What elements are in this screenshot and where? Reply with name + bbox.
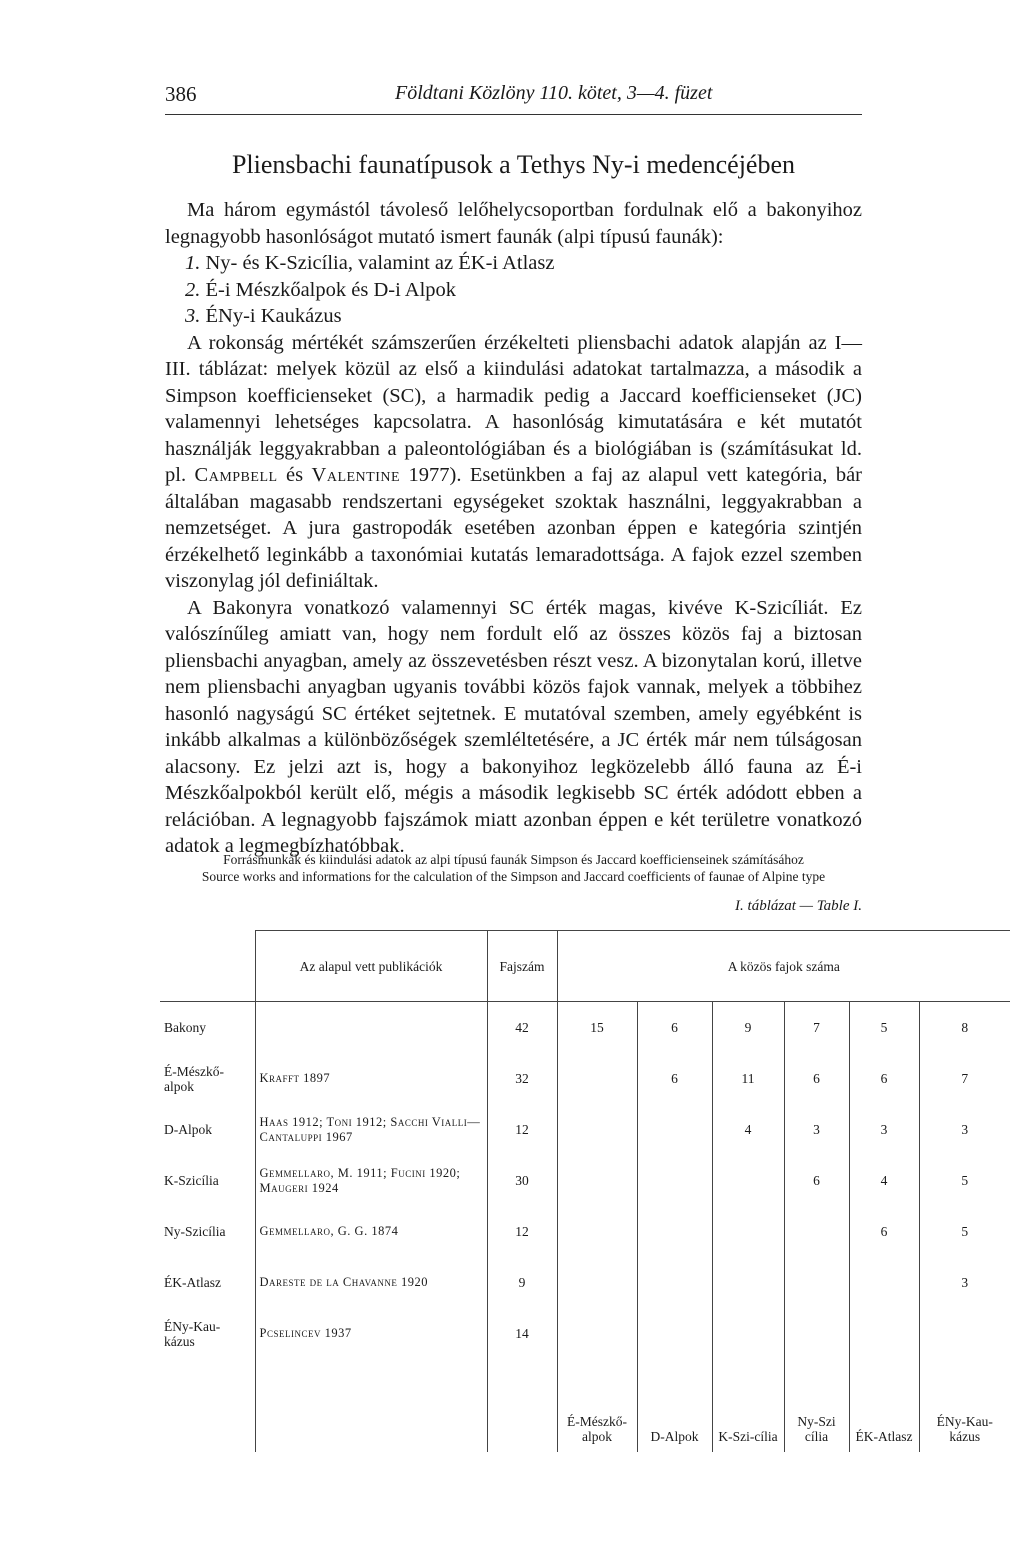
region-cell: D-Alpok bbox=[164, 1122, 212, 1137]
column-label: D-Alpok bbox=[637, 1359, 712, 1452]
count-cell: 12 bbox=[487, 1206, 557, 1257]
header-publications: Az alapul vett publikációk bbox=[255, 931, 487, 1002]
common-cell: 11 bbox=[712, 1053, 784, 1104]
page-number: 386 bbox=[165, 82, 197, 106]
common-cell: 7 bbox=[784, 1002, 849, 1054]
caption-english: Source works and informations for the calculation of the Simpson and Jaccard coefficients of faunae of Alpine type bbox=[201, 869, 826, 884]
count-cell: 12 bbox=[487, 1104, 557, 1155]
common-cell: 4 bbox=[712, 1104, 784, 1155]
common-cell bbox=[849, 1257, 919, 1308]
common-cell: 6 bbox=[637, 1053, 712, 1104]
table-row bbox=[160, 1206, 1010, 1257]
common-cell: 5 bbox=[849, 1002, 919, 1054]
data-table bbox=[160, 930, 1010, 1452]
region-cell: Bakony bbox=[164, 1020, 206, 1035]
region-cell: Ny-Szicília bbox=[164, 1224, 226, 1239]
table-caption bbox=[165, 851, 862, 885]
publication-cell: Gemmellaro, G. G. 1874 bbox=[255, 1206, 487, 1257]
publication-cell: Pcselincev 1937 bbox=[255, 1308, 487, 1359]
common-cell bbox=[849, 1308, 919, 1359]
publication-cell: Krafft 1897 bbox=[255, 1053, 487, 1104]
list-item: 2. É-i Mészkőalpok és D-i Alpok bbox=[185, 278, 457, 301]
common-cell bbox=[637, 1308, 712, 1359]
common-cell bbox=[557, 1308, 637, 1359]
region-cell: K-Szicília bbox=[164, 1173, 219, 1188]
common-cell bbox=[637, 1257, 712, 1308]
paragraph-2: A rokonság mértékét számszerűen érzékelteti pliensbachi adatok alapján az I—III. táblázat: melyek közül az első a kiindulási adatokat tartalmazza, a második a Simpson koefficienseket (SC), a harmadik pedig a Jaccard koefficienseket (JC) valamennyi lehetséges kapcsolatra. A hasonlóság kimutatására e két mutatót használják leggyakrabban a paleontológiában és a biológiában is (számításukat ld. pl. Campbell és Valentine 1977). Esetünkben a faj az alapul vett kategória, bár általában magasabb rendszertani egységeket szoktak használni, leggyakrabban a nemzetséget. A jura gastropodák esetében azonban éppen e kategória szintjén érzékelhető leginkább a taxonómiai kutatás lemaradottsága. A fajok ezzel szemben viszonylag jól definiáltak. bbox=[165, 331, 863, 592]
column-label: É-Mészkő-alpok bbox=[557, 1359, 637, 1452]
body-text bbox=[165, 197, 862, 860]
running-title: Földtani Közlöny 110. kötet, 3—4. füzet bbox=[395, 82, 713, 104]
common-cell: 7 bbox=[919, 1053, 1010, 1104]
common-cell: 3 bbox=[784, 1104, 849, 1155]
common-cell bbox=[557, 1257, 637, 1308]
common-cell: 15 bbox=[557, 1002, 637, 1054]
common-cell bbox=[784, 1206, 849, 1257]
publication-cell: Dareste de la Chavanne 1920 bbox=[255, 1257, 487, 1308]
count-cell: 30 bbox=[487, 1155, 557, 1206]
common-cell: 3 bbox=[919, 1104, 1010, 1155]
header-species-count: Fajszám bbox=[487, 931, 557, 1002]
column-label: K-Szi-cília bbox=[712, 1359, 784, 1452]
table-row bbox=[160, 1155, 1010, 1206]
count-cell: 14 bbox=[487, 1308, 557, 1359]
common-cell bbox=[784, 1308, 849, 1359]
common-cell bbox=[784, 1257, 849, 1308]
table-footer-row bbox=[160, 1359, 1010, 1452]
common-cell bbox=[712, 1308, 784, 1359]
table-number: I. táblázat — Table I. bbox=[735, 898, 862, 914]
common-cell bbox=[637, 1104, 712, 1155]
citation-author: Campbell bbox=[194, 464, 278, 486]
publication-cell: Haas 1912; Toni 1912; Sacchi Vialli—Cantaluppi 1967 bbox=[255, 1104, 487, 1155]
table-header-row bbox=[160, 931, 1010, 1002]
table-row bbox=[160, 1002, 1010, 1054]
region-cell: ÉNy-Kau-kázus bbox=[164, 1318, 221, 1349]
citation-author: Valentine bbox=[311, 464, 401, 486]
table-row bbox=[160, 1053, 1010, 1104]
count-cell: 42 bbox=[487, 1002, 557, 1054]
common-cell bbox=[712, 1206, 784, 1257]
region-cell: É-Mészkő-alpok bbox=[164, 1063, 224, 1094]
header-common-species: A közös fajok száma bbox=[557, 931, 1010, 1002]
region-cell: ÉK-Atlasz bbox=[164, 1275, 221, 1290]
common-cell: 8 bbox=[919, 1002, 1010, 1054]
common-cell: 9 bbox=[712, 1002, 784, 1054]
common-cell: 3 bbox=[919, 1257, 1010, 1308]
count-cell: 32 bbox=[487, 1053, 557, 1104]
common-cell bbox=[712, 1155, 784, 1206]
table-row bbox=[160, 1308, 1010, 1359]
common-cell bbox=[557, 1053, 637, 1104]
table-row bbox=[160, 1257, 1010, 1308]
page-header bbox=[165, 82, 865, 108]
column-label: Ny-Szi cília bbox=[784, 1359, 849, 1452]
common-cell: 3 bbox=[849, 1104, 919, 1155]
common-cell bbox=[919, 1308, 1010, 1359]
common-cell: 6 bbox=[849, 1206, 919, 1257]
common-cell: 6 bbox=[849, 1053, 919, 1104]
common-cell: 6 bbox=[784, 1155, 849, 1206]
article-title: Pliensbachi faunatípusok a Tethys Ny-i medencéjében bbox=[231, 150, 796, 179]
publication-cell bbox=[255, 1002, 487, 1054]
common-cell: 5 bbox=[919, 1155, 1010, 1206]
header-rule bbox=[165, 114, 862, 115]
intro-paragraph: Ma három egymástól távoleső lelőhelycsoportban fordulnak elő a bakonyihoz legnagyobb hasonlóságot mutató ismert faunák (alpi típusú faunák): bbox=[165, 199, 862, 248]
common-cell: 6 bbox=[637, 1002, 712, 1054]
common-cell: 4 bbox=[849, 1155, 919, 1206]
common-cell bbox=[557, 1206, 637, 1257]
column-label: ÉK-Atlasz bbox=[849, 1359, 919, 1452]
count-cell: 9 bbox=[487, 1257, 557, 1308]
caption-hungarian: Forrásmunkák és kiindulási adatok az alpi típusú faunák Simpson és Jaccard koefficienseinek számításához bbox=[223, 852, 804, 867]
list-item: 3. ÉNy-i Kaukázus bbox=[185, 305, 342, 327]
common-cell bbox=[557, 1155, 637, 1206]
common-cell bbox=[712, 1257, 784, 1308]
common-cell bbox=[637, 1155, 712, 1206]
common-cell bbox=[637, 1206, 712, 1257]
common-cell: 6 bbox=[784, 1053, 849, 1104]
list-item: 1. Ny- és K-Szicília, valamint az ÉK-i Atlasz bbox=[185, 252, 555, 274]
common-cell bbox=[557, 1104, 637, 1155]
publication-cell: Gemmellaro, M. 1911; Fucini 1920; Maugeri 1924 bbox=[255, 1155, 487, 1206]
table-row bbox=[160, 1104, 1010, 1155]
common-cell: 5 bbox=[919, 1206, 1010, 1257]
paragraph-3: A Bakonyra vonatkozó valamennyi SC érték magas, kivéve K-Szicíliát. Ez valószínűleg amiatt van, hogy nem fordult elő az összes közös faj a biztosan pliensbachi anyagban, amely az összevetésben részt vesz. A bizonytalan korú, illetve nem pliensbachi anyagban ugyanis további közös fajok vannak, melyek a többihez hasonló nagyságú SC értéket sejtetnek. E mutatóval szemben, amely egyébként is inkább alkalmas a különbözőségek szemléltetésére, a JC érték már nem túlságosan alacsony. Ez jelzi azt is, hogy a bakonyihoz legközelebb álló fauna az É-i Mészkőalpokból került elő, mégis a második legkisebb SC érték adódott ebben a relációban. A legnagyobb fajszámok miatt azonban éppen e két területre vonatkozó adatok a legmegbízhatóbbak. bbox=[165, 596, 862, 857]
column-label: ÉNy-Kau-kázus bbox=[919, 1359, 1010, 1452]
